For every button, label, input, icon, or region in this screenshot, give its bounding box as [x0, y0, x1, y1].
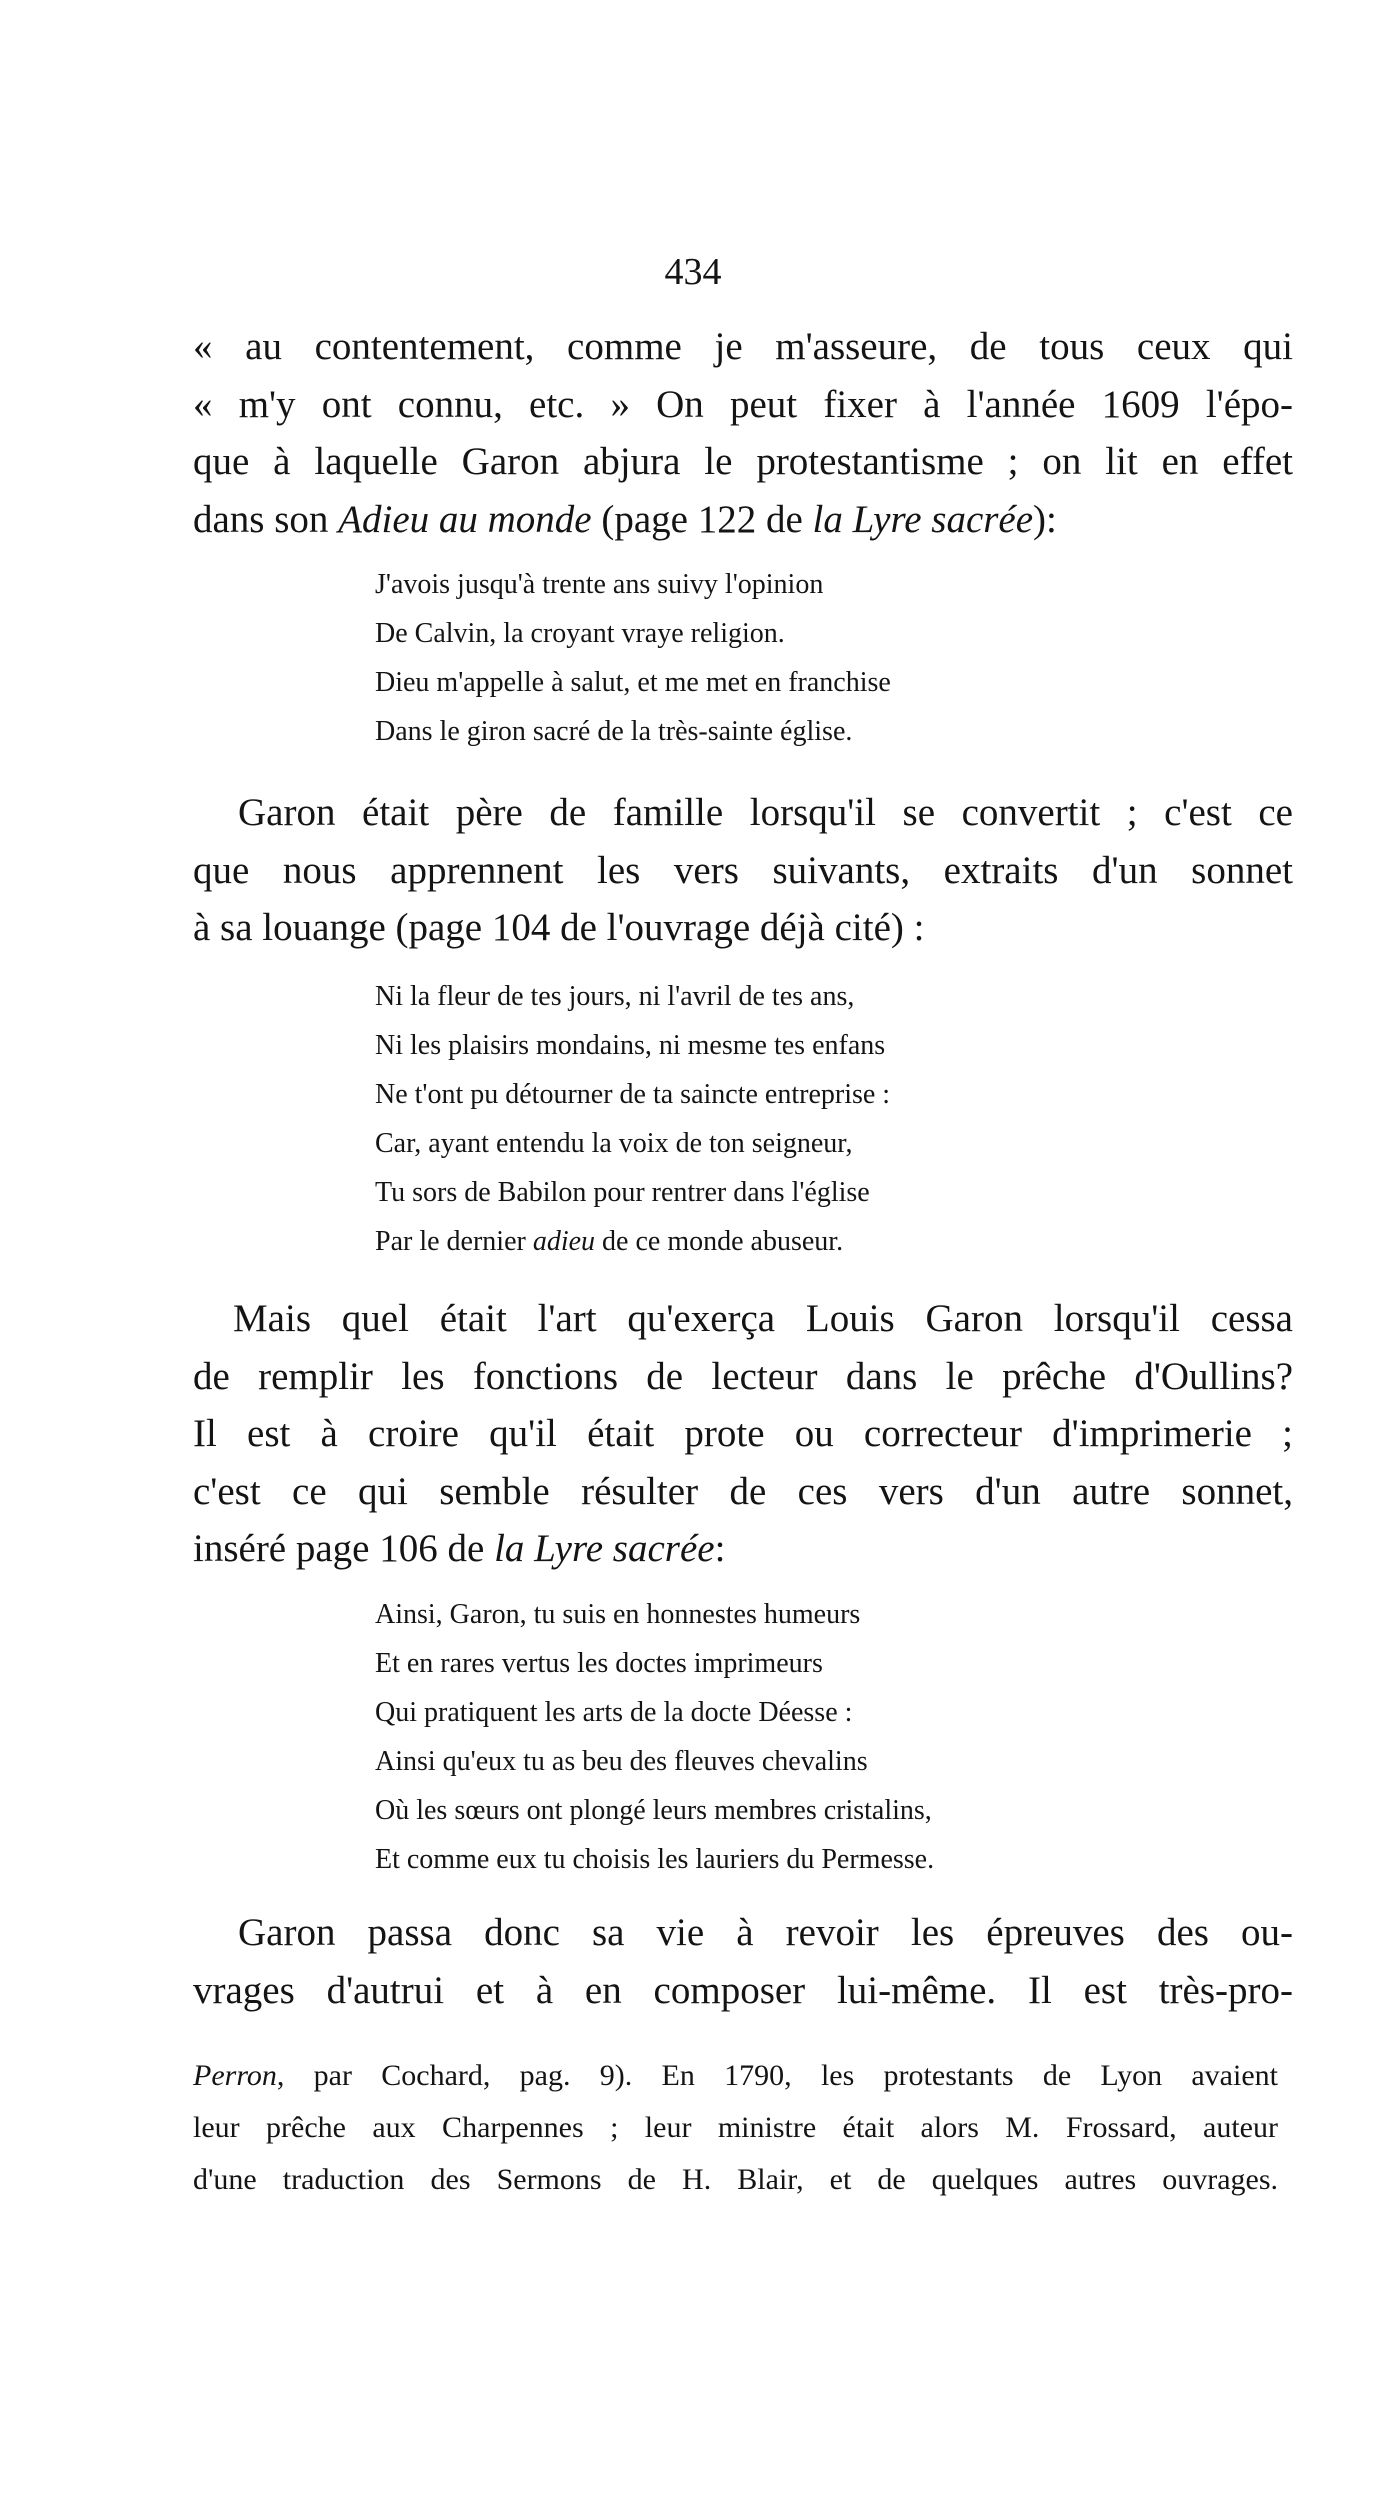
- text-line: [193, 491, 1293, 549]
- text-run: :: [714, 1527, 726, 1570]
- verse-line: Dieu m'appelle à salut, et me met en franchise: [375, 667, 891, 698]
- page-number: 434: [664, 251, 722, 293]
- paragraph-4: [193, 1904, 1293, 2019]
- verse-line: Ni la fleur de tes jours, ni l'avril de tes ans,: [375, 981, 855, 1012]
- verse-line: Tu sors de Babilon pour rentrer dans l'église: [375, 1177, 870, 1208]
- verse-quote-3: [375, 1590, 934, 1884]
- footnote-line: leur prêche aux Charpennes ; leur ministre était alors M. Frossard, auteur: [193, 2111, 1278, 2144]
- verse-line: Ni les plaisirs mondains, ni mesme tes enfans: [375, 1030, 886, 1061]
- text-line: [193, 1520, 1293, 1578]
- paragraph-1: [193, 318, 1293, 548]
- text-run: , par Cochard, pag. 9). En 1790, les protestants de Lyon avaient: [276, 2059, 1278, 2092]
- text-line: Il est à croire qu'il était prote ou correcteur d'imprimerie ;: [193, 1412, 1293, 1455]
- verse-quote-2: [375, 972, 890, 1266]
- emphasis: Perron: [193, 2059, 277, 2092]
- text-run: inséré page 106 de: [193, 1527, 495, 1570]
- text-line: c'est ce qui semble résulter de ces vers d'un autre sonnet,: [193, 1469, 1293, 1513]
- book-title: Adieu au monde: [338, 497, 592, 541]
- verse-line: Car, ayant entendu la voix de ton seigneur,: [375, 1128, 853, 1159]
- verse-line: Et comme eux tu choisis les lauriers du Permesse.: [375, 1844, 935, 1875]
- text-line: « au contentement, comme je m'asseure, de tous ceux qui: [193, 325, 1293, 368]
- text-line: vrages d'autrui et à en composer lui-même. Il est très-pro-: [193, 1968, 1293, 2012]
- verse-line: Ainsi qu'eux tu as beu des fleuves chevalins: [375, 1746, 868, 1777]
- text-line: « m'y ont connu, etc. » On peut fixer à l'année 1609 l'épo-: [193, 382, 1293, 426]
- footnote: [193, 2050, 1293, 2206]
- paragraph-3: [193, 1290, 1293, 1578]
- verse-line: Et en rares vertus les doctes imprimeurs: [375, 1648, 823, 1679]
- paragraph-2: [193, 784, 1293, 957]
- verse-line: Ne t'ont pu détourner de ta saincte entreprise :: [375, 1079, 891, 1110]
- text-run: Par le dernier: [375, 1226, 533, 1257]
- text-line: de remplir les fonctions de lecteur dans le prêche d'Oullins?: [193, 1354, 1293, 1398]
- text-line: Garon était père de famille lorsqu'il se convertit ; c'est ce: [238, 791, 1293, 834]
- text-line: Mais quel était l'art qu'exerça Louis Garon lorsqu'il cessa: [233, 1297, 1293, 1340]
- footnote-line: [193, 2050, 1278, 2102]
- verse-line: [375, 1217, 890, 1266]
- text-line: que nous apprennent les vers suivants, extraits d'un sonnet: [193, 848, 1293, 892]
- text-line: Garon passa donc sa vie à revoir les épreuves des ou-: [238, 1911, 1293, 1954]
- verse-line: Ainsi, Garon, tu suis en honnestes humeurs: [375, 1599, 861, 1630]
- book-title: la Lyre sacrée: [812, 497, 1034, 541]
- verse-line: Dans le giron sacré de la très-sainte église.: [375, 716, 853, 747]
- text-run: ):: [1033, 497, 1057, 541]
- verse-line: Qui pratiquent les arts de la docte Déesse :: [375, 1697, 853, 1728]
- verse-quote-1: [375, 560, 891, 756]
- verse-line: Où les sœurs ont plongé leurs membres cristalins,: [375, 1795, 932, 1826]
- verse-line: De Calvin, la croyant vraye religion.: [375, 618, 785, 649]
- text-run: de ce monde abuseur.: [595, 1226, 844, 1257]
- verse-line: J'avois jusqu'à trente ans suivy l'opinion: [375, 569, 824, 600]
- text-line: à sa louange (page 104 de l'ouvrage déjà cité) :: [193, 906, 925, 949]
- text-run: dans son: [193, 497, 339, 541]
- text-line: que à laquelle Garon abjura le protestantisme ; on lit en effet: [193, 440, 1293, 483]
- text-run: (page 122 de: [591, 497, 813, 541]
- book-title: la Lyre sacrée: [494, 1527, 715, 1570]
- footnote-line: d'une traduction des Sermons de H. Blair, et de quelques autres ouvrages.: [193, 2163, 1278, 2196]
- emphasis: adieu: [532, 1226, 596, 1257]
